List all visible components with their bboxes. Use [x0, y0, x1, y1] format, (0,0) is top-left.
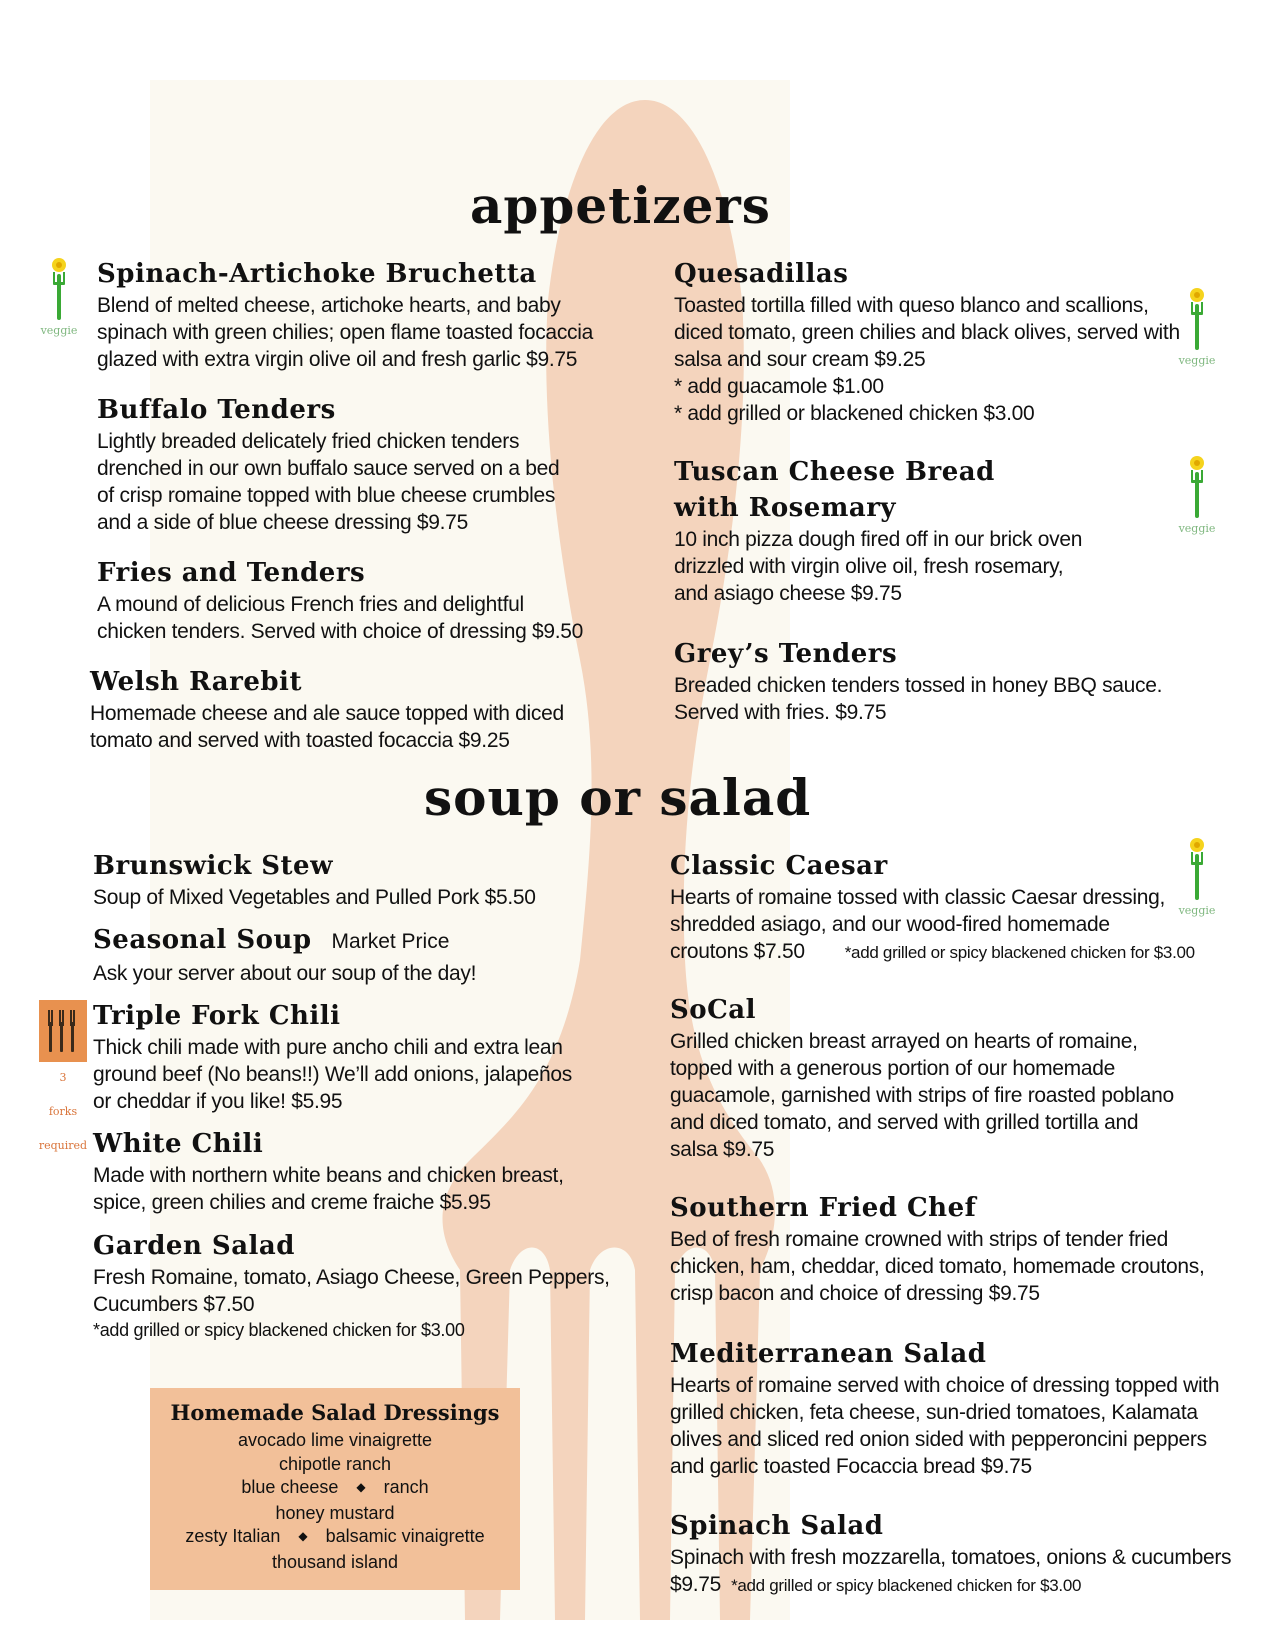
item-name: Grey’s Tenders [674, 639, 898, 669]
diamond-separator-icon: ◆ [356, 1480, 366, 1494]
dressing-row [150, 1525, 520, 1551]
section-title-soup-or-salad: soup or salad [424, 768, 812, 827]
item-description: Spinach with fresh mozzarella, tomatoes, onions & cucumbers $9.75 *add grilled or spicy blackened chicken for $3.00 [670, 1546, 1232, 1596]
item-description: Blend of melted cheese, artichoke hearts, and baby spinach with green chilies; open flame toasted focaccia glazed with extra virgin olive oil and fresh garlic $9.75 [97, 294, 593, 371]
dressing-row [150, 1476, 520, 1502]
item-add-on-note: *add grilled or spicy blackened chicken for $3.00 [844, 943, 1195, 962]
veggie-badge [1170, 836, 1224, 917]
item-description: Toasted tortilla filled with queso blanco and scallions, diced tomato, green chilies and black olives, served with salsa and sour cream $9.25 * add guacamole $1.00 * add grilled or blackened chicken $3.00 [674, 294, 1180, 425]
menu-item-mediterranean-salad [670, 1336, 1219, 1480]
menu-item-brunswick-stew [93, 848, 536, 911]
item-name: Triple Fork Chili [93, 1001, 341, 1031]
menu-item-white-chili [93, 1126, 564, 1216]
item-name: White Chili [93, 1129, 264, 1159]
item-description: A mound of delicious French fries and delightful chicken tenders. Served with choice of dressing $9.50 [97, 593, 584, 643]
item-description: Homemade cheese and ale sauce topped with diced tomato and served with toasted focaccia $9.25 [90, 702, 564, 752]
veggie-label: veggie [1178, 354, 1216, 367]
item-name: Southern Fried Chef [670, 1193, 977, 1223]
menu-item-tuscan-cheese-bread [674, 454, 1082, 607]
dressing-item: chipotle ranch [278, 1453, 392, 1474]
item-name: Garden Salad [93, 1231, 295, 1261]
item-name: Classic Caesar [670, 851, 888, 881]
menu-item-garden-salad [93, 1228, 610, 1342]
menu-item-spinach-salad [670, 1508, 1231, 1599]
item-name: Brunswick Stew [93, 851, 333, 881]
salad-dressings-box [150, 1388, 520, 1590]
veggie-badge [1170, 454, 1224, 535]
item-description: Soup of Mixed Vegetables and Pulled Pork $5.50 [93, 886, 536, 909]
menu-item-fries-and-tenders [97, 555, 583, 645]
menu-item-southern-fried-chef [670, 1190, 1204, 1307]
veggie-label: veggie [1178, 522, 1216, 535]
veggie-badge [1170, 286, 1224, 367]
item-name: Tuscan Cheese Bread with Rosemary [674, 457, 995, 523]
veggie-fork-icon [1185, 836, 1209, 902]
veggie-badge [32, 256, 86, 337]
item-name: Welsh Rarebit [90, 667, 302, 697]
item-name: Mediterranean Salad [670, 1339, 987, 1369]
dressings-title: Homemade Salad Dressings [170, 1400, 500, 1425]
dressing-item: balsamic vinaigrette [325, 1526, 485, 1546]
item-name: Spinach-Artichoke Bruchetta [97, 259, 537, 289]
veggie-label: veggie [40, 324, 78, 337]
three-forks-icon [39, 1000, 87, 1062]
item-description: Bed of fresh romaine crowned with strips of tender fried chicken, ham, cheddar, diced tomato, homemade croutons, crisp bacon and choice of dressing $9.75 [670, 1228, 1205, 1305]
dressing-item: thousand island [271, 1551, 399, 1572]
item-description: 10 inch pizza dough fired off in our brick oven drizzled with virgin olive oil, fresh rosemary, and asiago cheese $9.75 [674, 528, 1083, 605]
dressing-item: ranch [383, 1477, 429, 1497]
dressing-item: zesty Italian [185, 1526, 281, 1546]
market-price: Market Price [331, 930, 450, 953]
item-name: SoCal [670, 995, 757, 1025]
veggie-label: veggie [1178, 904, 1216, 917]
menu-item-triple-fork-chili [93, 998, 572, 1115]
item-name: Quesadillas [674, 259, 849, 289]
menu-item-socal [670, 992, 1174, 1163]
dressing-item: honey mustard [275, 1502, 395, 1523]
item-add-on-note: *add grilled or spicy blackened chicken for $3.00 [93, 1320, 465, 1340]
item-description: Thick chili made with pure ancho chili and extra lean ground beef (No beans!!) We’ll add onions, jalapeños or cheddar if you like! $5.95 [93, 1036, 572, 1113]
item-name: Seasonal Soup Market Price [93, 925, 450, 955]
item-description: Ask your server about our soup of the day! [93, 962, 477, 985]
menu-item-spinach-artichoke-bruchetta [97, 256, 593, 373]
item-description: Grilled chicken breast arrayed on hearts of romaine, topped with a generous portion of our homemade guacamole, garnished with strips of fire roasted poblano and diced tomato, and served with grilled tortilla and salsa $9.75 [670, 1030, 1174, 1161]
veggie-fork-icon [47, 256, 71, 322]
forks-required-label: 3 forks required [38, 1071, 88, 1152]
forks-required-badge [34, 1000, 92, 1152]
menu-item-seasonal-soup [93, 922, 476, 987]
dressing-item: blue cheese [241, 1477, 339, 1497]
item-name: Fries and Tenders [97, 558, 366, 588]
item-description: Hearts of romaine tossed with classic Caesar dressing, shredded asiago, and our wood-fired homemade croutons $7.50 *add grilled or spicy blackened chicken for $3.00 [670, 886, 1195, 963]
item-add-on-note: *add grilled or spicy blackened chicken for $3.00 [731, 1576, 1082, 1595]
item-description: Lightly breaded delicately fried chicken tenders drenched in our own buffalo sauce served on a bed of crisp romaine topped with blue cheese crumbles and a side of blue cheese dressing $9.75 [97, 430, 560, 534]
diamond-separator-icon: ◆ [298, 1529, 308, 1543]
menu-item-greys-tenders [674, 636, 1162, 726]
menu-item-welsh-rarebit [90, 664, 564, 754]
dressing-item: avocado lime vinaigrette [237, 1430, 433, 1450]
veggie-fork-icon [1185, 286, 1209, 352]
item-description: Fresh Romaine, tomato, Asiago Cheese, Green Peppers, Cucumbers $7.50 [93, 1266, 610, 1316]
section-title-appetizers: appetizers [470, 176, 771, 235]
item-description: Made with northern white beans and chicken breast, spice, green chilies and creme fraiche $5.95 [93, 1164, 564, 1214]
menu-item-classic-caesar [670, 848, 1195, 966]
item-description: Breaded chicken tenders tossed in honey BBQ sauce. Served with fries. $9.75 [674, 674, 1163, 724]
item-name: Spinach Salad [670, 1511, 884, 1541]
menu-item-buffalo-tenders [97, 392, 559, 536]
veggie-fork-icon [1185, 454, 1209, 520]
item-description: Hearts of romaine served with choice of dressing topped with grilled chicken, feta cheese, sun-dried tomatoes, Kalamata olives and sliced red onion sided with pepperoncini peppers and garlic toasted Focaccia bread $9.75 [670, 1374, 1220, 1478]
item-name: Buffalo Tenders [97, 395, 336, 425]
menu-item-quesadillas [674, 256, 1180, 427]
